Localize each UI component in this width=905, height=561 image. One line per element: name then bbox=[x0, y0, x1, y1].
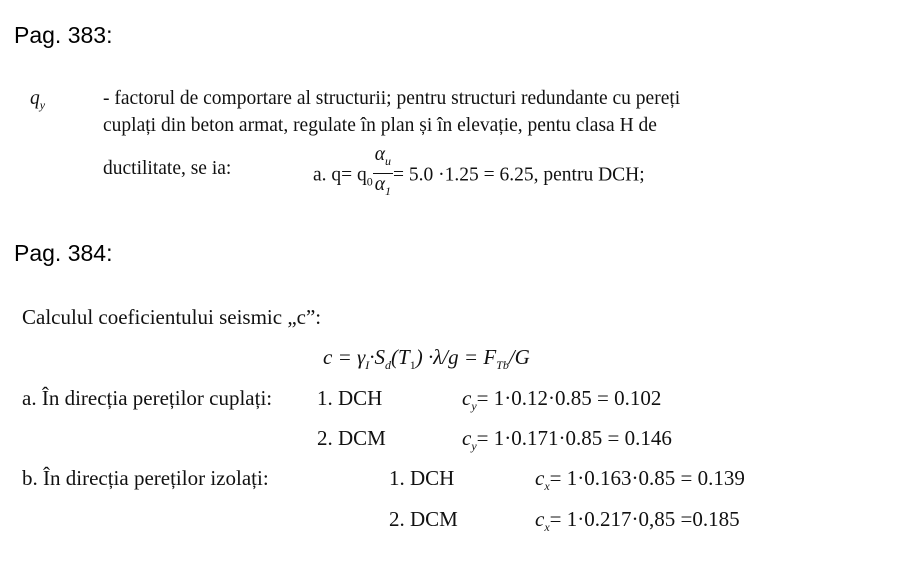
coefficient-result: $c_y= 1\cdot 0.171\cdot 0.85 = 0.146$ bbox=[462, 426, 672, 454]
symbol-qy: $q_y$ bbox=[30, 88, 46, 112]
description-line-2: cuplați din beton armat, regulate în plan și în elevație, pentu clasa H de bbox=[103, 115, 657, 136]
coefficient-result: $c_x= 1\cdot 0.163\cdot 0.85 = 0.139$ bbox=[535, 466, 745, 494]
alpha-fraction: $\frac{\alpha_u}{\alpha_1}$ bbox=[374, 144, 392, 198]
case-label: 1. DCH bbox=[317, 386, 383, 410]
page-383-heading: Pag. 383: bbox=[14, 22, 113, 48]
seismic-coefficient-formula: $c = \gamma_I\cdot S_d(T_1) \cdot\lambda/g = F_{Tb}/G$ bbox=[323, 345, 530, 373]
case-label: 2. DCM bbox=[317, 426, 386, 450]
case-label: 2. DCM bbox=[389, 507, 458, 531]
behavior-factor-formula: a. $q= q_0$ $\frac{\alpha_u}{\alpha_1}$ = 5.0 ·1.25 = 6.25, pentru DCH; bbox=[313, 147, 645, 205]
direction-b-label: b. În direcția pereților izolați: bbox=[22, 466, 269, 490]
description-line-3: ductilitate, se ia: bbox=[103, 158, 232, 179]
description-line-1: - factorul de comportare al structurii; pentru structuri redundante cu pereți bbox=[103, 88, 681, 109]
coefficient-result: $c_x= 1\cdot 0.217\cdot 0,85 =0.185$ bbox=[535, 507, 740, 535]
direction-a-label: a. În direcția pereților cuplați: bbox=[22, 386, 273, 410]
seismic-coefficient-title: Calculul coeficientului seismic „c”: bbox=[22, 305, 322, 329]
coefficient-result: $c_y= 1\cdot 0.12\cdot 0.85 = 0.102$ bbox=[462, 386, 662, 414]
page-384-heading: Pag. 384: bbox=[14, 240, 113, 266]
case-label: 1. DCH bbox=[389, 466, 455, 490]
